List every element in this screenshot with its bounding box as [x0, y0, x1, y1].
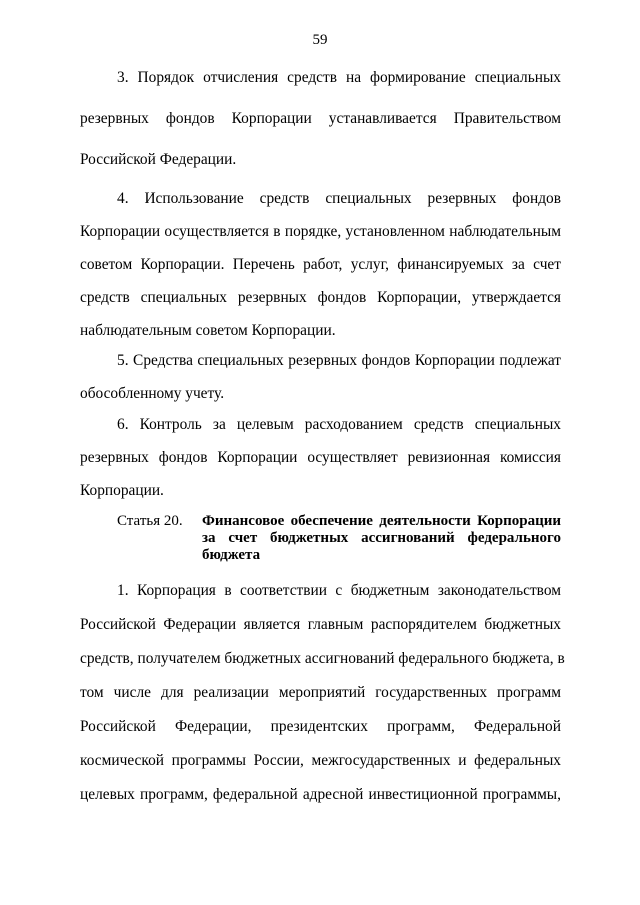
paragraph-line: 4. Использование средств специальных резервных фондов [117, 190, 561, 207]
paragraph-line: 3. Порядок отчисления средств на формирование специальных [117, 69, 561, 86]
paragraph-line: Российской Федерации является главным распорядителем бюджетных [80, 616, 561, 633]
paragraph-line: Российской Федерации. [80, 151, 237, 168]
paragraph-line: обособленному учету. [80, 385, 225, 402]
article-title [202, 513, 561, 564]
paragraph-line: резервных фондов Корпорации осуществляет ревизионная комиссия [80, 449, 561, 466]
paragraph-line: Корпорации осуществляется в порядке, установленном наблюдательным [80, 223, 561, 240]
article-title-line: Финансовое обеспечение деятельности Корпорации [202, 513, 561, 529]
paragraph-line: средств, получателем бюджетных ассигнований федерального бюджета, в [80, 650, 565, 667]
paragraph-5 [80, 348, 561, 414]
paragraph-line: 6. Контроль за целевым расходованием средств специальных [117, 416, 561, 433]
article-title-line: за счет бюджетных ассигнований федерального [202, 530, 561, 546]
paragraph-3 [80, 65, 561, 188]
paragraph-line: наблюдательным советом Корпорации. [80, 322, 336, 339]
paragraph-line: целевых программ, федеральной адресной инвестиционной программы, [80, 786, 561, 803]
article-number: Статья 20. [117, 513, 183, 529]
paragraph-line: 5. Средства специальных резервных фондов Корпорации подлежат [117, 352, 561, 369]
paragraph-line: 1. Корпорация в соответствии с бюджетным законодательством [117, 582, 561, 599]
page-number: 59 [312, 32, 328, 48]
paragraph-4 [80, 186, 561, 351]
article-title-line: бюджета [202, 547, 261, 563]
paragraph-line: космической программы России, межгосударственных и федеральных [80, 752, 561, 769]
paragraph-line: том числе для реализации мероприятий государственных программ [80, 684, 561, 701]
paragraph-line: Российской Федерации, президентских программ, Федеральной [80, 718, 561, 735]
paragraph-6 [80, 412, 561, 511]
paragraph-line: резервных фондов Корпорации устанавливается Правительством [80, 110, 561, 127]
article-20-paragraph-1 [80, 578, 565, 816]
paragraph-line: Корпорации. [80, 482, 164, 499]
paragraph-line: средств специальных резервных фондов Корпорации, утверждается [80, 289, 561, 306]
paragraph-line: советом Корпорации. Перечень работ, услуг, финансируемых за счет [80, 256, 561, 273]
